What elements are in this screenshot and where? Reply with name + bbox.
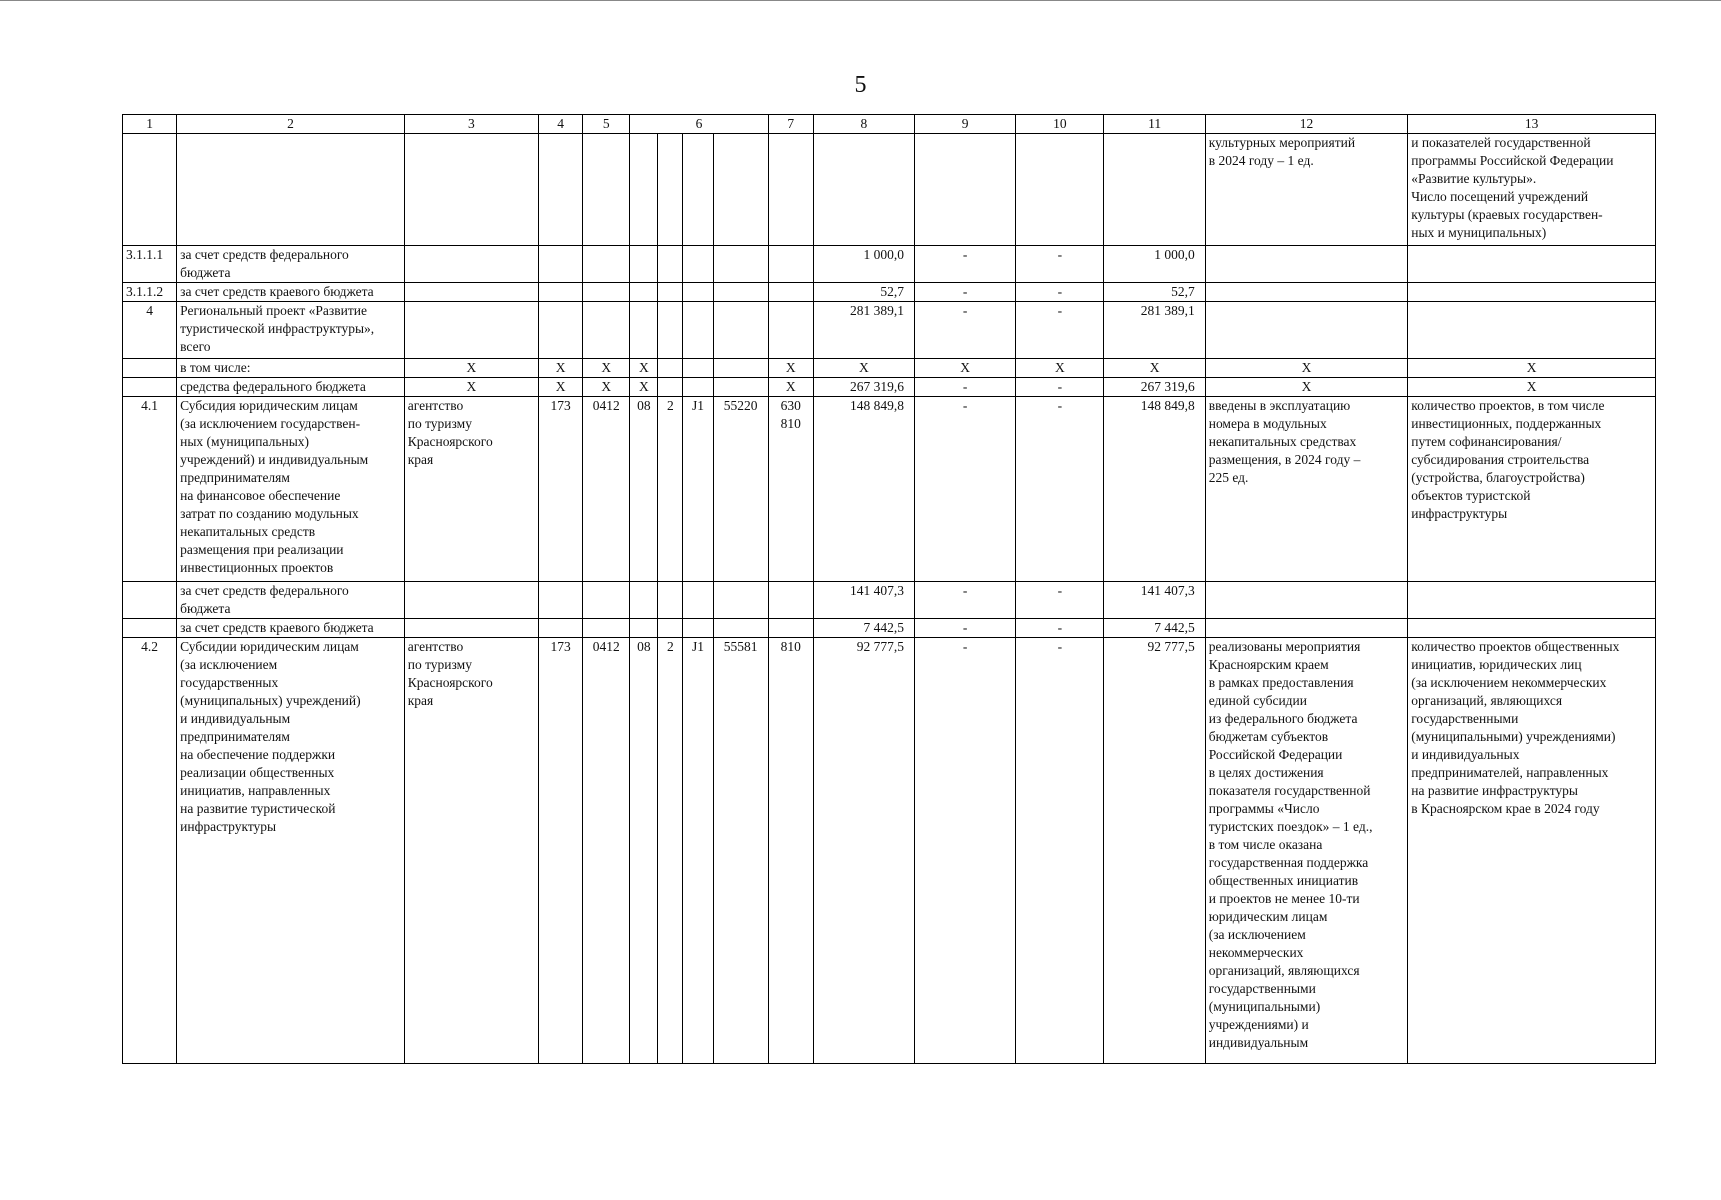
amount-2025: - [915,378,1016,397]
amount-period: 148 849,8 [1104,397,1205,582]
table-row [123,619,1656,638]
program-table [122,114,1656,1064]
amount-period: 52,7 [1104,283,1205,302]
target-indicator-cell: количество проектов общественных инициатив, юридических лиц (за исключением некоммерческих организаций, являющихся государственными (муниципальными) учреждениями) и индивидуальных предпринимателей, направленных на развитие инфраструктуры в Красноярском крае в 2024 году [1408,638,1656,1064]
code-direction: 55581 [713,638,768,1064]
row-name: в том числе: [177,359,405,378]
col-header: 2 [177,115,405,134]
col-header: 9 [915,115,1016,134]
code-rzpr: 0412 [583,397,630,582]
scan-top-rule [0,0,1721,1]
amount-2026: - [1016,397,1104,582]
x-mark: X [404,359,538,378]
amount-2026: - [1016,638,1104,1064]
column-number-row [123,115,1656,134]
x-mark: X [583,378,630,397]
row-name: за счет средств федерального бюджета [177,246,405,283]
code-vr: 630 810 [768,397,813,582]
x-mark: X [404,378,538,397]
table-row [123,582,1656,619]
amount-2026: - [1016,619,1104,638]
amount-2026: - [1016,378,1104,397]
col-header: 12 [1205,115,1408,134]
amount-total: 141 407,3 [813,582,914,619]
row-code: 4 [123,302,177,359]
x-mark: X [1205,359,1408,378]
amount-2025: - [915,638,1016,1064]
row-code: 4.2 [123,638,177,1064]
table-row [123,134,1656,246]
amount-period: 92 777,5 [1104,638,1205,1064]
x-mark: X [1205,378,1408,397]
agency-cell: агентство по туризму Красноярского края [404,397,538,582]
amount-2025: - [915,246,1016,283]
x-mark: X [630,378,658,397]
row-code: 4.1 [123,397,177,582]
col-header: 8 [813,115,914,134]
col-header: 1 [123,115,177,134]
amount-period: 281 389,1 [1104,302,1205,359]
amount-period: 267 319,6 [1104,378,1205,397]
code-program: 08 [630,397,658,582]
x-mark: X [1104,359,1205,378]
table-row [123,246,1656,283]
amount-period: 7 442,5 [1104,619,1205,638]
amount-period: 141 407,3 [1104,582,1205,619]
page-number: 5 [854,72,867,98]
amount-total: 267 319,6 [813,378,914,397]
col-header: 6 [630,115,768,134]
indicator-cell: введены в эксплуатацию номера в модульных некапитальных средствах размещения, в 2024 году – 225 ед. [1205,397,1408,582]
code-subprogram: 2 [658,638,683,1064]
amount-2025: - [915,283,1016,302]
amount-total: 52,7 [813,283,914,302]
col-header: 11 [1104,115,1205,134]
code-program: 08 [630,638,658,1064]
code-project: J1 [683,638,713,1064]
row-name: средства федерального бюджета [177,378,405,397]
table-row [123,397,1656,582]
x-mark: X [768,378,813,397]
x-mark: X [539,359,583,378]
table-row [123,638,1656,1064]
col-header: 5 [583,115,630,134]
amount-total: 281 389,1 [813,302,914,359]
x-mark: X [768,359,813,378]
col-header: 10 [1016,115,1104,134]
row-name: за счет средств краевого бюджета [177,283,405,302]
col-header: 4 [539,115,583,134]
agency-cell: агентство по туризму Красноярского края [404,638,538,1064]
row-name: за счет средств краевого бюджета [177,619,405,638]
code-project: J1 [683,397,713,582]
x-mark: X [583,359,630,378]
amount-2026: - [1016,582,1104,619]
amount-total: 148 849,8 [813,397,914,582]
amount-total: 7 442,5 [813,619,914,638]
table-row [123,283,1656,302]
table-row [123,359,1656,378]
row-name: Региональный проект «Развитие туристической инфраструктуры», всего [177,302,405,359]
amount-2025: - [915,619,1016,638]
col-header: 7 [768,115,813,134]
code-grbs: 173 [539,397,583,582]
row-name: Субсидии юридическим лицам (за исключением государственных (муниципальных) учреждений) и индивидуальным предпринимателям на обеспечение поддержки реализации общественных инициатив, направленных на развитие туристической инфраструктуры [177,638,405,1064]
amount-period: 1 000,0 [1104,246,1205,283]
amount-2025: - [915,397,1016,582]
x-mark: X [915,359,1016,378]
indicator-cell: реализованы мероприятия Красноярским краем в рамках предоставления единой субсидии из федерального бюджета бюджетам субъектов Российской Федерации в целях достижения показателя государственной программы «Число туристских поездок» – 1 ед., в том числе оказана государственная поддержка общественных инициатив и проектов не менее 10-ти юридическим лицам (за исключением некоммерческих организаций, являющихся государственными (муниципальными) учреждениями) и индивидуальным [1205,638,1408,1064]
amount-total: 92 777,5 [813,638,914,1064]
row-name: за счет средств федерального бюджета [177,582,405,619]
x-mark: X [813,359,914,378]
x-mark: X [1408,378,1656,397]
amount-total: 1 000,0 [813,246,914,283]
x-mark: X [1408,359,1656,378]
target-indicator-cell: и показателей государственной программы Российской Федерации «Развитие культуры». Число посещений учреждений культуры (краевых государствен- ных и муниципальных) [1408,134,1656,246]
row-name: Субсидия юридическим лицам (за исключением государствен- ных (муниципальных) учреждений) и индивидуальным предпринимателям на финансовое обеспечение затрат по созданию модульных некапитальных средств размещения при реализации инвестиционных проектов [177,397,405,582]
col-header: 3 [404,115,538,134]
table-row [123,302,1656,359]
code-rzpr: 0412 [583,638,630,1064]
x-mark: X [1016,359,1104,378]
code-subprogram: 2 [658,397,683,582]
col-header: 13 [1408,115,1656,134]
code-direction: 55220 [713,397,768,582]
row-code: 3.1.1.2 [123,283,177,302]
amount-2026: - [1016,246,1104,283]
target-indicator-cell: количество проектов, в том числе инвестиционных, поддержанных путем софинансирования/ субсидирования строительства (устройства, благоустройства) объектов туристской инфраструктуры [1408,397,1656,582]
x-mark: X [630,359,658,378]
row-code: 3.1.1.1 [123,246,177,283]
amount-2026: - [1016,302,1104,359]
amount-2025: - [915,582,1016,619]
amount-2026: - [1016,283,1104,302]
table-row [123,378,1656,397]
code-vr: 810 [768,638,813,1064]
code-grbs: 173 [539,638,583,1064]
indicator-cell: культурных мероприятий в 2024 году – 1 ед. [1205,134,1408,246]
x-mark: X [539,378,583,397]
amount-2025: - [915,302,1016,359]
